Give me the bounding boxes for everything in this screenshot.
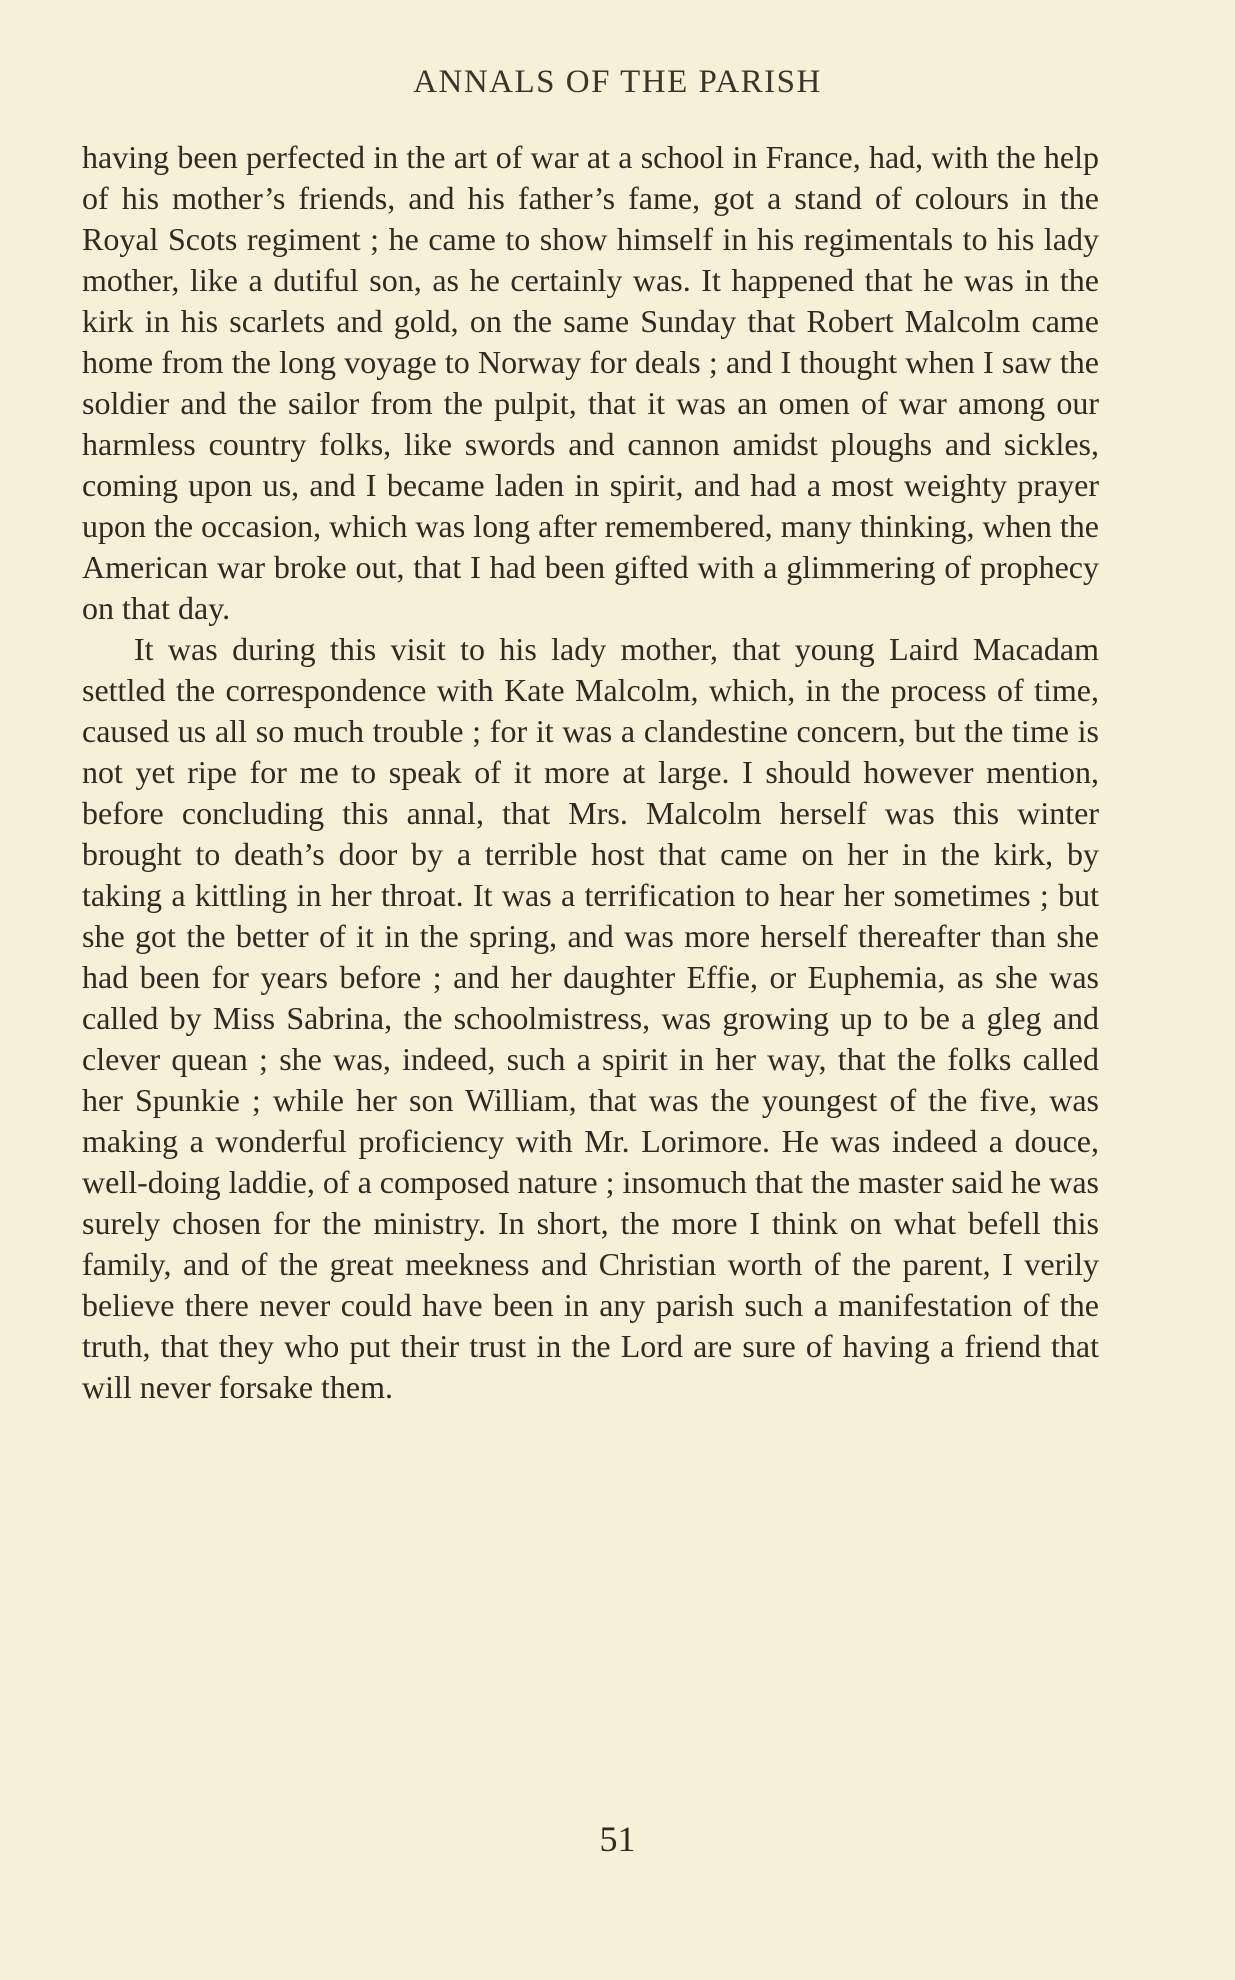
body-text: [82, 137, 1099, 1408]
paragraph-1: having been perfected in the art of war at a school in France, had, with the help of his mother’s friends, and his father’s fame, got a stand of colours in the Royal Scots regiment ; he came to show himself in his regimentals to his lady mother, like a dutiful son, as he certainly was. It happened that he was in the kirk in his scarlets and gold, on the same Sunday that Robert Malcolm came home from the long voyage to Norway for deals ; and I thought when I saw the soldier and the sailor from the pulpit, that it was an omen of war among our harmless country folks, like swords and cannon amidst ploughs and sickles, coming upon us, and I became laden in spirit, and had a most weighty prayer upon the occasion, which was long after remembered, many thinking, when the American war broke out, that I had been gifted with a glimmering of prophecy on that day.: [82, 139, 1099, 626]
running-head-title: ANNALS OF THE PARISH: [413, 64, 822, 100]
paragraph-2: It was during this visit to his lady mother, that young Laird Macadam settled the correspondence with Kate Malcolm, which, in the process of time, caused us all so much trouble ; for it was a clandestine concern, but the time is not yet ripe for me to speak of it more at large. I should however mention, before concluding this annal, that Mrs. Malcolm herself was this winter brought to death’s door by a terrible host that came on her in the kirk, by taking a kittling in her throat. It was a terrification to hear her sometimes ; but she got the better of it in the spring, and was more herself thereafter than she had been for years before ; and her daughter Effie, or Euphemia, as she was called by Miss Sabrina, the schoolmistress, was growing up to be a gleg and clever quean ; she was, indeed, such a spirit in her way, that the folks called her Spunkie ; while her son William, that was the youngest of the five, was making a wonderful proficiency with Mr. Lorimore. He was indeed a douce, well-doing laddie, of a composed nature ; insomuch that the master said he was surely chosen for the ministry. In short, the more I think on what befell this family, and of the great meekness and Christian worth of the parent, I verily believe there never could have been in any parish such a manifestation of the truth, that they who put their trust in the Lord are sure of having a friend that will never forsake them.: [82, 631, 1099, 1405]
page-number: 51: [599, 1819, 636, 1859]
